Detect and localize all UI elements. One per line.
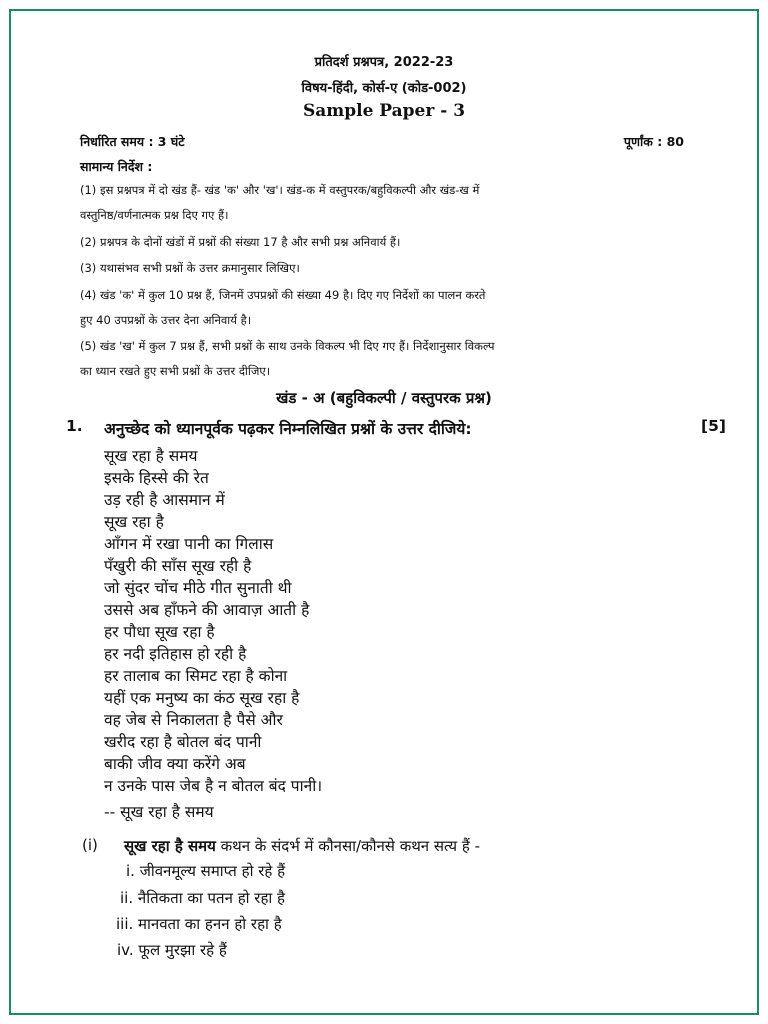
- poem-line: न उनके पास जेब है न बोतल बंद पानी।: [104, 777, 323, 795]
- poem-line: जो सुंदर चोंच मीठे गीत सुनाती थी: [104, 579, 292, 597]
- poem-line: उड़ रही है आसमान में: [104, 491, 225, 509]
- instruction-line: (5) खंड 'ख' में कुल 7 प्रश्न हैं, सभी प्रश्नों के साथ उनके विकल्प भी दिए गए हैं। निर्देशानुसार विकल्प: [80, 339, 495, 353]
- option-item: iii. मानवता का हनन हो रहा है: [116, 915, 282, 933]
- max-marks: पूर्णांक : 80: [623, 134, 684, 149]
- instruction-line: वस्तुनिष्ठ/वर्णनात्मक प्रश्न दिए गए हैं।: [80, 208, 229, 222]
- instruction-line: (2) प्रश्नपत्र के दोनों खंडों में प्रश्नों की संख्या 17 है और सभी प्रश्न अनिवार्य हैं।: [80, 235, 401, 249]
- poem-line: खरीद रहा है बोतल बंद पानी: [104, 733, 262, 751]
- option-item: ii. नैतिकता का पतन हो रहा है: [120, 889, 286, 907]
- poem-line: यहीं एक मनुष्य का कंठ सूख रहा है: [104, 689, 300, 707]
- poem-line: हर पौधा सूख रहा है: [104, 623, 215, 641]
- paper-heading: प्रतिदर्श प्रश्नपत्र, 2022-23: [314, 55, 454, 70]
- option-item: i. जीवनमूल्य समाप्त हो रहे हैं: [126, 862, 286, 880]
- poem-line: सूख रहा है समय: [104, 447, 198, 465]
- instructions-heading: सामान्य निर्देश :: [80, 159, 153, 174]
- time-allowed: निर्धारित समय : 3 घंटे: [80, 134, 185, 149]
- question-marks: [5]: [701, 417, 726, 435]
- instruction-line: (1) इस प्रश्नपत्र में दो खंड हैं- खंड 'क' और 'ख'। खंड-क में वस्तुपरक/बहुविकल्पी और खंड-ख में: [80, 183, 480, 197]
- question-text: अनुच्छेद को ध्यानपूर्वक पढ़कर निम्नलिखित प्रश्नों के उत्तर दीजिये:: [104, 420, 472, 438]
- poem-line: वह जेब से निकालता है पैसे और: [104, 711, 283, 729]
- instruction-line: का ध्यान रखते हुए सभी प्रश्नों के उत्तर दीजिए।: [80, 364, 271, 378]
- instruction-line: (4) खंड 'क' में कुल 10 प्रश्न हैं, जिनमें उपप्रश्नों की संख्या 49 है। दिए गए निर्देशों का पालन करते: [80, 288, 486, 302]
- poem-line: बाकी जीव क्या करेंगे अब: [104, 755, 246, 773]
- question-number: 1.: [66, 417, 83, 435]
- subquestion-bold: सूख रहा है समय: [124, 837, 216, 855]
- poem-line: उससे अब हाँफने की आवाज़ आती है: [104, 601, 310, 619]
- poem-credit: -- सूख रहा है समय: [104, 803, 214, 821]
- subquestion-rest: कथन के संदर्भ में कौनसा/कौनसे कथन सत्य हैं -: [215, 837, 481, 855]
- poem-line: पँखुरी की साँस सूख रही है: [104, 557, 252, 575]
- poem-line: हर नदी इतिहास हो रही है: [104, 645, 247, 663]
- option-item: iv. फूल मुरझा रहे हैं: [117, 941, 227, 959]
- instruction-line: हुए 40 उपप्रश्नों के उत्तर देना अनिवार्य है।: [80, 313, 252, 327]
- subquestion-text: [124, 836, 480, 856]
- instruction-line: (3) यथासंभव सभी प्रश्नों के उत्तर क्रमानुसार लिखिए।: [80, 261, 300, 275]
- poem-line: सूख रहा है: [104, 513, 164, 531]
- poem-line: इसके हिस्से की रेत: [104, 469, 209, 487]
- subject-heading: विषय-हिंदी, कोर्स-ए (कोड-002): [301, 81, 467, 96]
- poem-line: आँगन में रखा पानी का गिलास: [104, 535, 274, 553]
- subquestion-number: (i): [82, 836, 98, 854]
- page-title: Sample Paper - 3: [302, 101, 466, 121]
- poem-line: हर तालाब का सिमट रहा है कोना: [104, 667, 288, 685]
- section-title: खंड - अ (बहुविकल्पी / वस्तुपरक प्रश्न): [276, 389, 492, 407]
